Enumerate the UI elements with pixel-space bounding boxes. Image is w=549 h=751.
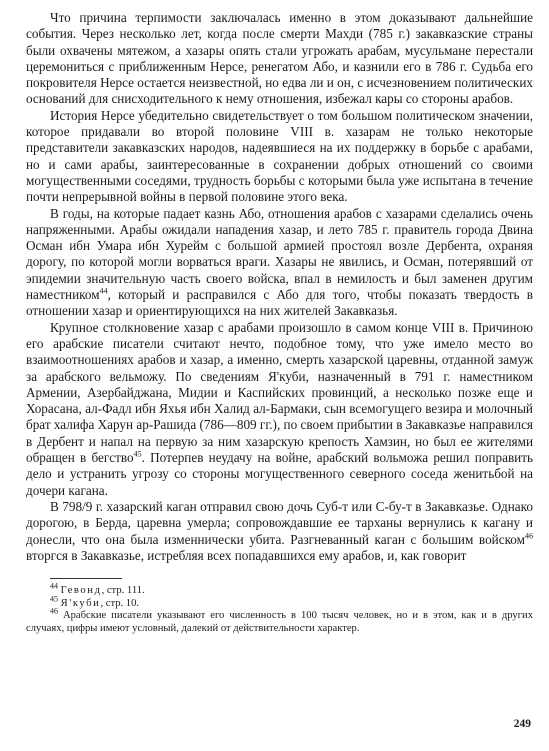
footnote-author: Я'куби — [60, 597, 101, 609]
paragraph-text: В годы, на которые падает казнь Або, отношения арабов с хазарами сделались очень напряженными. Арабы ожидали нападения хазар, и лето 785 г. правитель города Двина Осман ибн Умара ибн Хурейм с большой армией простоял возле Дербента, охраняя дорогу, по которой могли ворваться враги. Хазары не явились, и Осман, потерявший от эпидемии значительную часть своего войска, впал в немилость и был заменен другим наместником — [26, 205, 533, 303]
page-number: 249 — [513, 718, 531, 730]
footnote-text: , стр. 10. — [100, 597, 140, 609]
paragraph-text: вторгся в Закавказье, истребляя всех попадавшихся ему арабов, и, как говорит — [26, 547, 467, 563]
paragraph-5 — [26, 499, 533, 564]
footnote-number: 45 — [50, 594, 58, 604]
footnote-number: 44 — [50, 581, 58, 591]
footnote-author: Гевонд — [60, 585, 102, 597]
footnote-text: , стр. 111. — [101, 585, 145, 597]
footnote-text: Арабские писатели указывают его численность в 100 тысяч человек, но и в этом, как и в других случаях, цифры имеют условный, далекий от действительности характер. — [26, 610, 533, 634]
paragraph-text: Крупное столкновение хазар с арабами произошло в самом конце VIII в. Причиною его арабские писатели считают нечто, подобное тому, что уже имело место во взаимоотношениях арабов и хазар, а именно, смерть хазарской царевны, отданной замуж за арабского вельможу. По сведениям Я'куби, назначенный в 791 г. наместником Армении, Азербайджана, Мидии и Каспийских провинций, а несколько позже еще и Хорасана, ал-Фадл ибн Яхья ибн Халид ал-Бармаки, сын всемогущего везира и молочный брат халифа Харун ар-Рашида (786—809 гг.), по своем прибытии в Закавказье направился в Дербент и напал на первую за ним хазарскую крепость Хамзин, но был ее жителями обращен в бегство — [26, 319, 533, 466]
footnote-ref-45[interactable]: 45 — [133, 449, 142, 459]
footnote-divider — [50, 578, 122, 579]
paragraph-2 — [26, 108, 533, 206]
footnote-ref-44[interactable]: 44 — [99, 286, 108, 296]
paragraph-text: В 798/9 г. хазарский каган отправил свою дочь Суб-т или С-бу-т в Закавказье. Однако дорогою, в Берда, царевна умерла; сопровождавшие ее тарханы вернулись к кагану и донесли, что она была изменнически убита. Разгневанный каган с большим войском — [26, 498, 533, 547]
paragraph-1 — [26, 10, 533, 108]
footnote-46 — [26, 606, 533, 635]
footnote-ref-46[interactable]: 46 — [525, 531, 533, 541]
paragraph-text: . Потерпев неудачу на войне, арабский вольможа решил поправить дело и устранить угрозу со стороны могущественного северного соседа женитьбой на дочери кагана. — [26, 450, 534, 498]
footnote-number: 46 — [50, 606, 58, 616]
footnote-45 — [26, 594, 533, 611]
paragraph-3 — [26, 206, 533, 320]
footnote-44 — [26, 581, 533, 598]
paragraph-text: Что причина терпимости заключалась именно в этом доказывают дальнейшие события. Через несколько лет, когда после смерти Махди (785 г.) закавказские страны были охвачены мятежом, а хазары опять стали угрожать арабам, мусульмане перестали церемониться с приближенным Нерсе, ренегатом Або, и казнили его в 786 г. Судьба его покровителя Нерсе остается неизвестной, но едва ли и он, с исчезновением политических оснований для снисходительного к нему отношения, избежал кары со стороны арабов. — [26, 10, 533, 107]
paragraph-text: , который и расправился с Або для того, чтобы показать твердость в отношении хазар и ориентирующихся на них жителей Закавказья. — [26, 287, 533, 319]
paragraph-4 — [26, 320, 533, 499]
paragraph-text: История Нерсе убедительно свидетельствует о том большом политическом значении, которое придавали во второй половине VIII в. хазарам не только некоторые представители закавказских народов, надеявшиеся на их поддержку в борьбе с арабами, но и сами арабы, заинтересованные в сохранении добрых отношений со своими могущественными соседями, трудность борьбы с которыми была уже испытана в течение почти непрерывной войны в первой половине этого века. — [26, 107, 533, 205]
